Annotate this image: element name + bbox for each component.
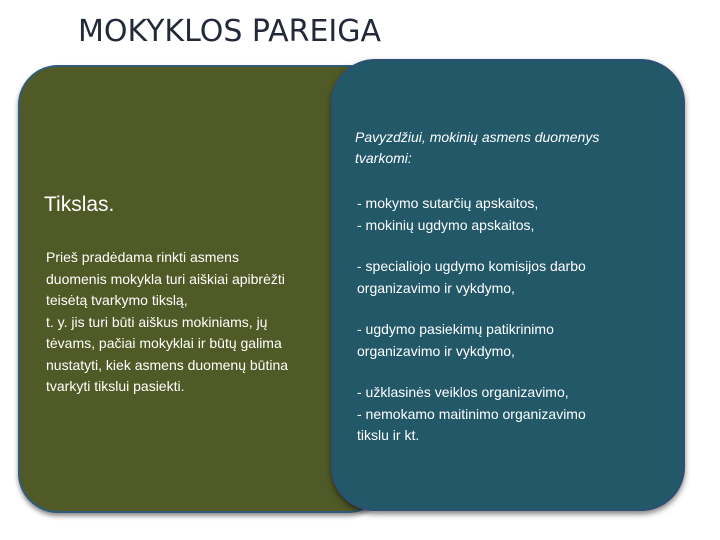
goal-heading: Tikslas. bbox=[44, 193, 115, 216]
examples-item: - ugdymo pasiekimų patikrinimo organizavimo ir vykdymo, bbox=[357, 321, 554, 359]
examples-item: - mokymo sutarčių apskaitos, - mokinių ugdymo apskaitos, bbox=[357, 195, 539, 233]
slide-title: MOKYKLOS PAREIGA bbox=[78, 14, 382, 49]
examples-item: - specialiojo ugdymo komisijos darbo organizavimo ir vykdymo, bbox=[357, 258, 586, 296]
examples-item: - užklasinės veiklos organizavimo, - nemokamo maitinimo organizavimo tikslu ir kt. bbox=[357, 384, 586, 443]
examples-panel bbox=[331, 59, 685, 511]
examples-list bbox=[357, 193, 672, 467]
examples-intro: Pavyzdžiui, mokinių asmens duomenys tvarkomi: bbox=[355, 129, 600, 166]
goal-text: Prieš pradėdama rinkti asmens duomenis mokykla turi aiškiai apibrėžti teisėtą tvarkymo tikslą, t. y. jis turi būti aiškus mokiniams, jų tėvams, pačiai mokyklai ir būtų galima nustatyti, kiek asmens duomenų būtina tvarkyti tikslui pasiekti. bbox=[46, 249, 289, 394]
